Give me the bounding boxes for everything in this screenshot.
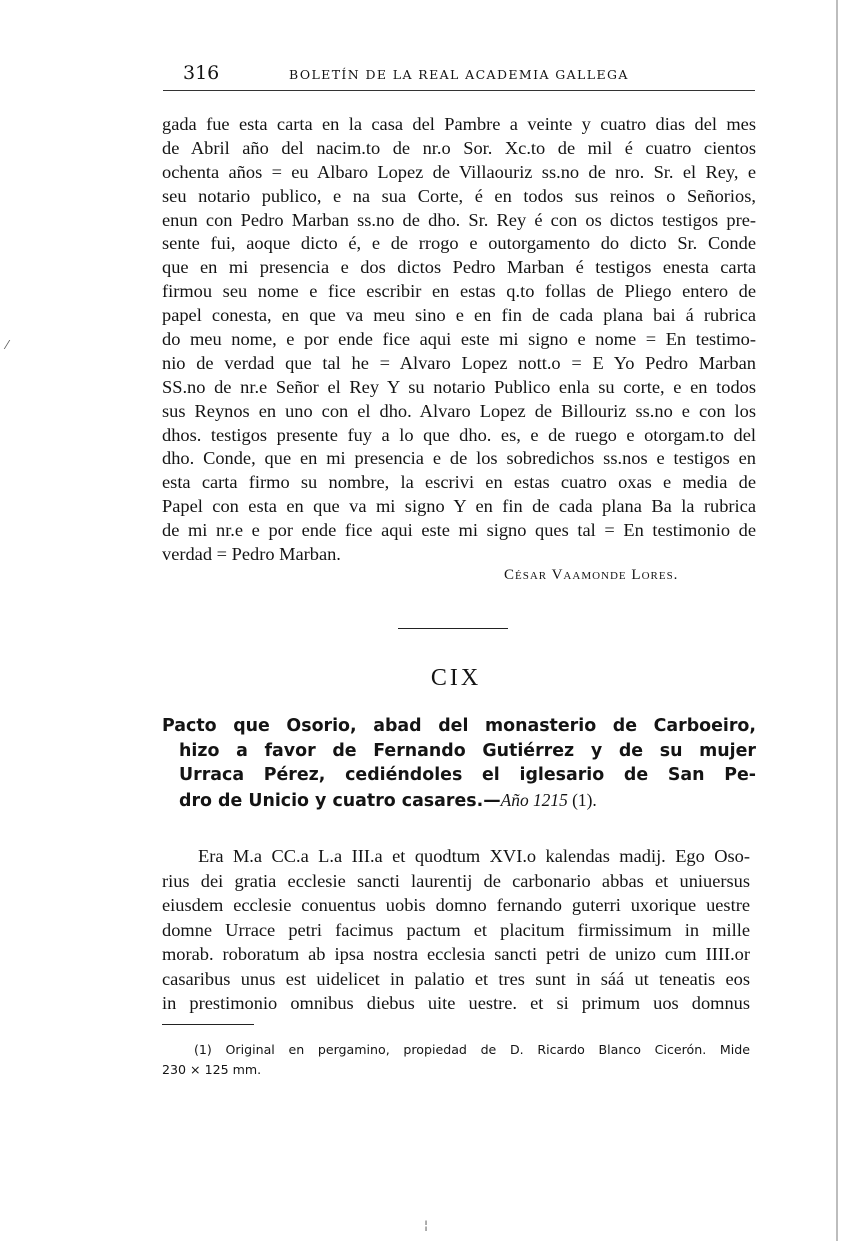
margin-pen-mark: ⁄	[6, 338, 9, 352]
body-line: dhos. testigos presente fuy a lo que dho. es, e de ruego e otorgam.to del	[162, 424, 756, 445]
body-line: firmou seu nome e fice escribir en estas q.to follas de Pliego entero de	[162, 281, 756, 302]
heading-last-line	[179, 788, 756, 813]
body-line: de Abril año del nacim.to de nr.o Sor. Xc.to de mil é cuatro cientos	[162, 137, 756, 158]
latin-line: casaribus unus est uidelicet in palatio et tres sunt in sáá ut teneatis eos	[162, 968, 750, 989]
heading-year: Año 1215	[500, 789, 568, 810]
page-edge-shadow	[836, 0, 838, 1241]
page-number: 316	[183, 62, 220, 84]
body-line: enun con Pedro Marban ss.no de dho. Sr. Rey é con os dictos testigos pre-	[162, 209, 756, 230]
body-line: verdad = Pedro Marban.	[162, 544, 341, 565]
body-line: que en mi presencia e dos dictos Pedro Marban é testigos enesta carta	[162, 257, 756, 278]
body-line: do meu nome, e por ende fice aqui este mi signo e nome = En testimo-	[162, 329, 756, 350]
section-divider	[398, 628, 508, 629]
body-line: esta carta firmo su nombre, la escrivi en estas cuatro oxas e media de	[162, 472, 756, 493]
latin-charter-text	[162, 844, 750, 1016]
latin-line: Era M.a CC.a L.a III.a et quodtum XVI.o kalendas madij. Ego Oso-	[198, 846, 750, 866]
body-line: Papel con esta en que va mi signo Y en fin de cada plana Ba la rubrica	[162, 496, 756, 517]
latin-line: in prestimonio omnibus diebus uite uestre. et si primum uos domnus	[162, 993, 750, 1013]
scan-speck: ¦	[424, 1218, 429, 1232]
body-line: ochenta años = eu Albaro Lopez de Villaouriz ss.no de nro. Sr. el Rey, e	[162, 161, 756, 182]
body-line: sente fui, aoque dicto é, e de rrogo e outorgamento do dicto Sr. Conde	[162, 233, 756, 254]
body-line: nio de verdad que tal he = Alvaro Lopez nott.o = E Yo Pedro Marban	[162, 352, 756, 373]
running-header	[163, 62, 755, 92]
running-title: BOLETÍN DE LA REAL ACADEMIA GALLEGA	[289, 67, 629, 82]
latin-line: eiusdem ecclesie conuentus uobis domno fernando guterri uxorique uestre	[162, 895, 750, 915]
author-signature: César Vaamonde Lores.	[504, 567, 679, 583]
latin-line: rius dei gratia ecclesie sancti laurentij de carbonario abbas et uniuersus	[162, 870, 750, 891]
heading-line: dro de Unicio y cuatro casares.—	[179, 790, 501, 811]
footnote-reference: (1).	[567, 789, 597, 810]
body-line: sus Reynos en uno con el dho. Alvaro Lopez de Billouriz ss.no e con los	[162, 400, 756, 421]
body-paragraph	[162, 113, 756, 567]
body-line: gada fue esta carta en la casa del Pambre a veinte y cuatro dias del mes	[162, 114, 756, 134]
body-line: seu notario publico, e na sua Corte, é en todos sus reinos o Señorios,	[162, 185, 756, 206]
latin-line: domne Urrace petri facimus pactum et placitum firmissimum in mille	[162, 919, 750, 940]
heading-line: Urraca Pérez, cediéndoles el iglesario de San Pe-	[179, 765, 756, 785]
footnote-rule	[162, 1024, 254, 1025]
section-numeral: CIX	[430, 665, 482, 691]
footnote	[162, 1040, 750, 1080]
body-line: papel conesta, en que va meu sino e en fin de cada plana bai á rubrica	[162, 305, 756, 326]
document-heading	[162, 714, 756, 812]
body-line: SS.no de nr.e Señor el Rey Y su notario Publico enla su corte, e en todos	[162, 376, 756, 397]
latin-line: morab. roboratum ab ipsa nostra ecclesia sancti petri de unizo cum IIII.or	[162, 944, 750, 964]
heading-line: Pacto que Osorio, abad del monasterio de Carboeiro,	[162, 716, 756, 736]
header-rule	[163, 90, 755, 91]
heading-line: hizo a favor de Fernando Gutiérrez y de su mujer	[179, 740, 756, 761]
body-line: de mi nr.e e por ende fice aqui este mi signo ques tal = En testimonio de	[162, 520, 756, 541]
footnote-line: 230 × 125 mm.	[162, 1062, 262, 1077]
body-line: dho. Conde, que en mi presencia e de los sobredichos ss.nos e testigos en	[162, 448, 756, 469]
footnote-line: (1) Original en pergamino, propiedad de D. Ricardo Blanco Cicerón. Mide	[194, 1042, 750, 1057]
